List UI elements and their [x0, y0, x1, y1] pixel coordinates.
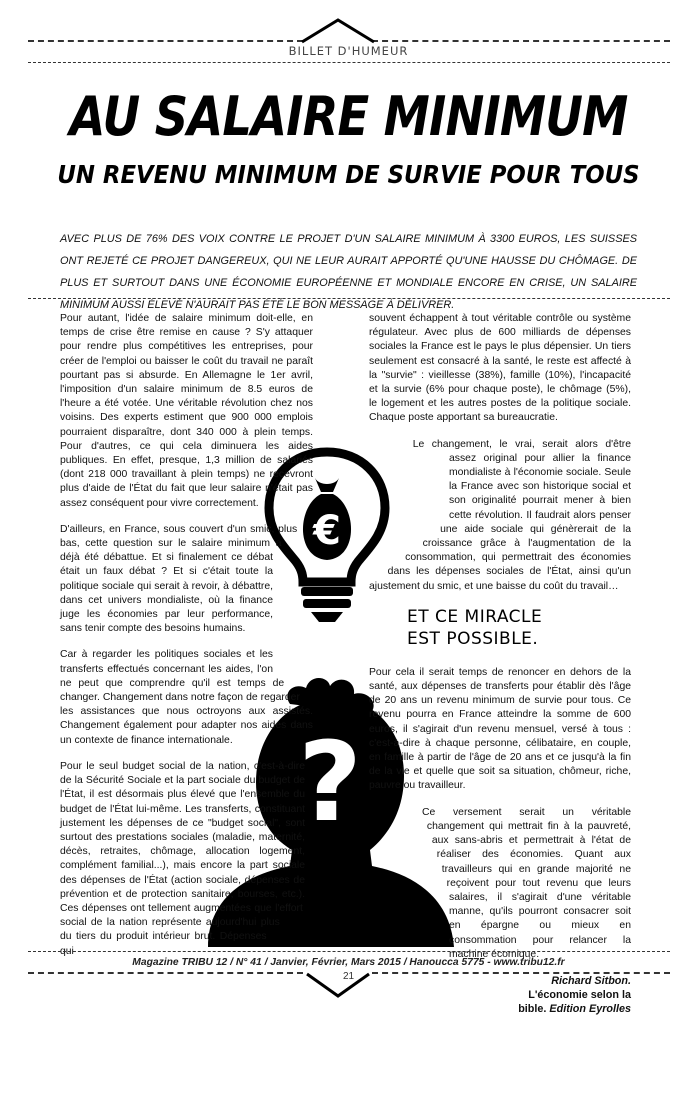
book-title-line-1: L'économie selon la: [528, 988, 631, 1001]
top-dashed-rule: [372, 40, 670, 42]
right-paragraph-1: souvent échappent à tout véritable contrôle ou système régulateur. Avec plus de 600 milliards de dépenses sociales la France est le pays le plus dépensier. Un tiers seulement est consacré à la santé, le reste est affecté à la "survie" : vieillesse (38%), famille (10%), l'incapacité et la survie (6% pour chaque poste), le chômage (5%), le logement et les autres postes de la politique sociale. Chaque poste apportant sa bureaucratie.: [369, 313, 631, 424]
book-title-line-2: bible.: [518, 1002, 547, 1015]
right-paragraph-4: Ce versement serait un véritable changement qui mettrait fin à la pauvreté, aux sans-abris et permettrait à l'état de réaliser des économies. Quant aux travailleurs qui en grande majorité ne reçoivent pour tout revenu que leurs salaires, il s'agirait d'une véritable manne, qu'ils pourront consacrer soit en épargne ou mieux en consommation pour relancer la machine écomique.: [421, 806, 631, 960]
section-rubric: BILLET D'HUMEUR: [288, 44, 409, 58]
article-title: AU SALAIRE MINIMUM: [69, 85, 628, 148]
highlight-line-2: EST POSSIBLE.: [407, 628, 539, 649]
left-paragraph-3: Car à regarder les politiques sociales et les transferts effectués concernant les aides, l'on ne peut que comprendre qu'il est temps de changer. Changement dans notre façon de regarder les assistances que nous octroyons aux assistés. Changement également pour adapter nos aides dans un contexte de finance internationale.: [60, 649, 313, 746]
rubric-underline: [28, 62, 670, 63]
author-name: Richard Sitbon.: [551, 974, 631, 987]
publisher: Edition Eyrolles: [549, 1002, 631, 1015]
euro-symbol: €: [313, 508, 341, 554]
article-column-left: [60, 312, 313, 1110]
article-subtitle: UN REVENU MINIMUM DE SURVIE POUR TOUS: [57, 160, 640, 189]
lead-dashed-rule: [28, 298, 670, 299]
top-dashed-rule: [28, 40, 303, 42]
highlight-quote: [407, 606, 631, 650]
top-chevron-icon: [300, 18, 376, 44]
highlight-line-1: ET CE MIRACLE: [407, 606, 543, 627]
left-paragraph-2: D'ailleurs, en France, sous couvert d'un smic, plus bas, cette question sur le salaire minimum a déjà été débattue. Et si finalement ce débat était un faux débat ? Et si c'était toute la politique sociale qui serait à revoir, à débattre, dans cet univers mondialiste, où la finance juge les économies par leur performance, sans tenir compte des besoins humains.: [60, 523, 298, 635]
article-column-right: [369, 312, 631, 1036]
page-number: 21: [342, 971, 355, 982]
right-paragraph-3: Pour cela il serait temps de renoncer en dehors de la santé, aux dépenses de transferts pour établir dès l'âge de 20 ans un revenu minimum de survie pour tous. Ce revenu pourra en France atteindre la somme de 600 euros, il s'agirait d'un revenu mensuel, versé à tous : c'est-à-dire à chaque personne, célibataire, en couple, en famille à partir de l'âge de 20 ans et ce jusqu'à la fin de la vie et quelle que soit sa situation, chômeur, riche, pauvre ou travailleur.: [369, 666, 631, 792]
right-paragraph-2: Le changement, le vrai, serait alors d'être assez original pour allier la finance mondialiste à l'économie sociale. Seule la France avec son historique social et son originalité pourrait mener à bien cette révolution. Il faudrait alors penser une aide sociale qui génèrerait de la croissance grâce à l'augmentation de la consommation, qui permettrait des économies dans les dépenses sociales de l'État, ainsi qu'un ajustement du smic, et une baisse du coût du travail…: [369, 438, 631, 592]
question-mark-symbol: ?: [298, 718, 362, 846]
footer-dashed-rule: [28, 951, 670, 952]
left-paragraph-1: Pour autant, l'idée de salaire minimum doit-elle, en temps de crise être remise en cause ? S'y attaquer pour rendre plus compétitives les entreprises, pour créer de l'emploi ou baisser le coût du travail ne paraît pourtant pas si absurde. En Allemagne le 1er avril, l'imposition d'un salaire minimum de 8.5 euros de l'heure a été votée. Une véritable révolution chez nos voisins. Des experts estiment que 900 000 emplois pourraient disparaître, dont 340 000 à plein temps. Pour d'autres, ce qui cela diminuera les aides publiques. En effet, presque, 1,3 million de salariés (dont 218 000 travaillant à plein temps) ne recevront plus d'aide de l'État du fait que leur salaire n'était pas assez conséquent pour vivre correctement.: [60, 313, 313, 509]
left-paragraph-4: Pour le seul budget social de la nation, c'est-à-dire de la Sécurité Sociale et la part sociale du budget de l'État, il est désormais plus élevé que l'ensemble du budget de l'État lui-même. Les transferts, constituant justement les dépenses de ce "budget social", sont surtout des prestations sociales (maladie, maternité, décès, retraites, chômage, allocation logement, complément familial...), mais encore la part sociale des dépenses de l'État (action sociale, dépenses de prévention et de protection sanitaire, bourses, etc.). Ces dépenses ont tellement augmentées que l'effort social de la nation représente aujourd'hui plus du tiers du produit intérieur brut. Dépenses qui: [60, 760, 305, 957]
footer-credit: Magazine TRIBU 12 / N° 41 / Janvier, Février, Mars 2015 / Hanoucca 5775 - www.tribu12.fr: [132, 957, 565, 968]
article-lead: AVEC PLUS DE 76% DES VOIX CONTRE LE PROJET D'UN SALAIRE MINIMUM À 3300 EUROS, LES SUISSES ONT REJETÉ CE PROJET DANGEREUX, QUI NE LEUR AURAIT APPORTÉ QU'UNE HAUSSE DU CHÔMAGE. DE PLUS ET SURTOUT DANS UNE ÉCONOMIE EUROPÉENNE ET MONDIALE ENCORE EN CRISE, UN SALAIRE MINIMUM AUSSI ÉLEVÉ N'AURAIT PAS ÉTÉ LE BON MESSAGE À DÉLIVRER.: [60, 233, 637, 311]
